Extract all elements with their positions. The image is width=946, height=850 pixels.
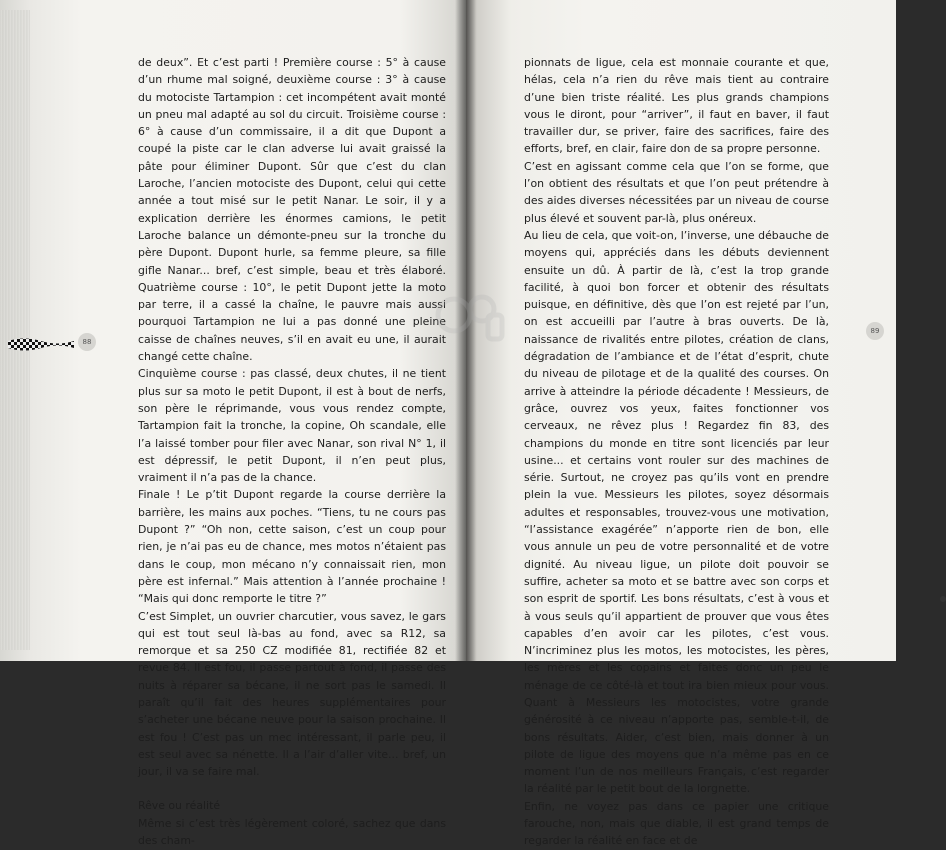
spacer [138,780,446,797]
ink-smudge [940,596,946,602]
paragraph: de deux”. Et c’est parti ! Première course : 5° à cause d’un rhume mal soigné, deuxième course : 3° à cause du motociste Tartampion : cet incompétent avait monté un pneu mal adapté au sol du circuit. Troisième course : 6° à cause d’un commissaire, il a dit que Dupont a coupé la piste car le clan adverse lui avait graissé la pâte pour éliminer Dupont. Sûr que c’est du clan Laroche, l’ancien motociste des Dupont, celui qui cette année a tout misé sur le petit Nanar. Le soir, il y a explication derrière les énormes camions, le petit Laroche balance un démonte-pneu sur la tronche du père Dupont. Dupont hurle, sa femme pleure, sa fille gifle Nanar... bref, c’est simple, beau et très élaboré. Quatrième course : 10°, le petit Dupont jette la moto par terre, il a cassé la chaîne, le pauvre mais aussi pourquoi Tartampion ne lui a pas donné une pleine caisse de chaînes neuves, s’il en avait eu une, il aurait changé cette chaîne. [138,56,446,364]
paragraph: Même si c’est très légèrement coloré, sachez que dans des cham- [138,816,446,848]
paragraph: pionnats de ligue, cela est monnaie courante et que, hélas, cela n’a rien du rêve mais tient au contraire d’une bien triste réalité. Les plus grands champions vous le diront, pour “arriver”, il faut en baver, il faut travailler dur, se priver, faire des sacrifices, faire des efforts, bref, en clair, faire don de sa propre personne. [524,56,829,156]
paragraph: Au lieu de cela, que voit-on, l’inverse, une débauche de moyens qui, appréciés dans les débuts deviennent ensuite un dû. À partir de là, c’est la trop grande facilité, à quoi bon forcer et obtenir des résultats puisque, en définitive, dès que l’on est rejeté par l’un, on est accueilli par l’autre à bras ouverts. De là, naissance de rivalités entre pilotes, création de clans, dégradation de l’ambiance et de l’état d’esprit, chute du niveau de pilotage et de la qualité des courses. On arrive à atteindre la période décadente ! Messieurs, de grâce, ouvrez vos yeux, faites fonctionner vos cerveaux, ne rêvez plus ! Regardez fin 83, des champions du monde en titre sont licenciés par leur usine... et certains vont rouler sur des machines de série. Surtout, ne croyez pas qu’ils vont en prendre plein la vue. Messieurs les pilotes, soyez désormais adultes et responsables, trouvez-vous une motivation, “l’assistance exagérée” n’apporte rien de bon, elle vous annule un peu de votre personnalité et de votre dignité. Au niveau ligue, un pilote doit pouvoir se suffire, acheter sa moto et se battre avec son corps et son esprit de sportif. Les bons résultats, c’est à vous et à vous seuls qu’il appartient de prouver que vous êtes capables d’en avoir car les pilotes, c’est vous. N’incriminez plus les motos, les motocistes, les pères, les mères et les copains et faites donc un peu le ménage de ce côté-là et tout ira bien mieux pour vous. Quant à Messieurs les motocistes, votre grande générosité à ce niveau n’apporte pas, semble-t-il, de bons résultats. Aider, c’est bien, mais donner à un pilote de ligue des moyens que n’a même pas en ce moment l’un de nos meilleurs Français, c’est regarder la réalité par le petit bout de la lorgnette. [524,228,829,796]
checkered-flag-icon [8,336,74,350]
page-number: 88 [78,333,96,351]
page-edges [0,10,30,650]
right-page-text [524,54,829,850]
stamp-watermark [432,285,512,345]
paragraph: Finale ! Le p’tit Dupont regarde la course derrière la barrière, les mains aux poches. “Tiens, tu ne cours pas Dupont ?” “Oh non, cette saison, c’est un coup pour rien, je n’ai pas eu de chance, mes motos n’étaient pas dans le coup, mon mécano n’y connaissait rien, mon père est infernal.” Mais attention à l’année prochaine ! “Mais qui donc remporte le titre ?” [138,488,446,606]
left-page-text [138,54,446,849]
right-page [466,0,896,848]
left-page [0,0,466,848]
paragraph: C’est Simplet, un ouvrier charcutier, vous savez, le gars qui est tout seul là-bas au fond, avec sa R12, sa remorque et sa 250 CZ modifiée 81, rectifiée 82 et revue 84. Il est fou, il passe partout à fond, il passe des nuits à réparer sa bécane, il ne sort pas le samedi. Il paraît qu’il fait des heures supplémentaires pour s’acheter une bécane neuve pour la saison prochaine. Il est fou ! C’est pas un mec intéressant, il parle peu, il est seul avec sa nénette. Il a l’air d’aller vite... bref, un jour, il va se faire mal. [138,609,446,779]
page-number: 89 [866,322,884,340]
paragraph: Cinquième course : pas classé, deux chutes, il ne tient plus sur sa moto le petit Dupont, il est à bout de nerfs, son père le réprimande, vous vous rendez compte, Tartampion fait la tronche, la copine, Oh scandale, elle l’a laissé tomber pour filer avec Nanar, son rival N° 1, il est dépressif, le petit Dupont, il n’en peut plus, vraiment il n’a pas de la chance. [138,367,446,485]
section-subheading: Rêve ou réalité [138,799,221,813]
paragraph: C’est en agissant comme cela que l’on se forme, que l’on obtient des résultats et que l’on peut prétendre à des aides diverses nécessitées par un niveau de course plus élevé et souvent par-là, plus onéreux. [524,159,829,225]
paragraph: Enfin, ne voyez pas dans ce papier une critique farouche, non, mais que diable, il est grand temps de regarder la réalité en face et de [524,799,829,848]
